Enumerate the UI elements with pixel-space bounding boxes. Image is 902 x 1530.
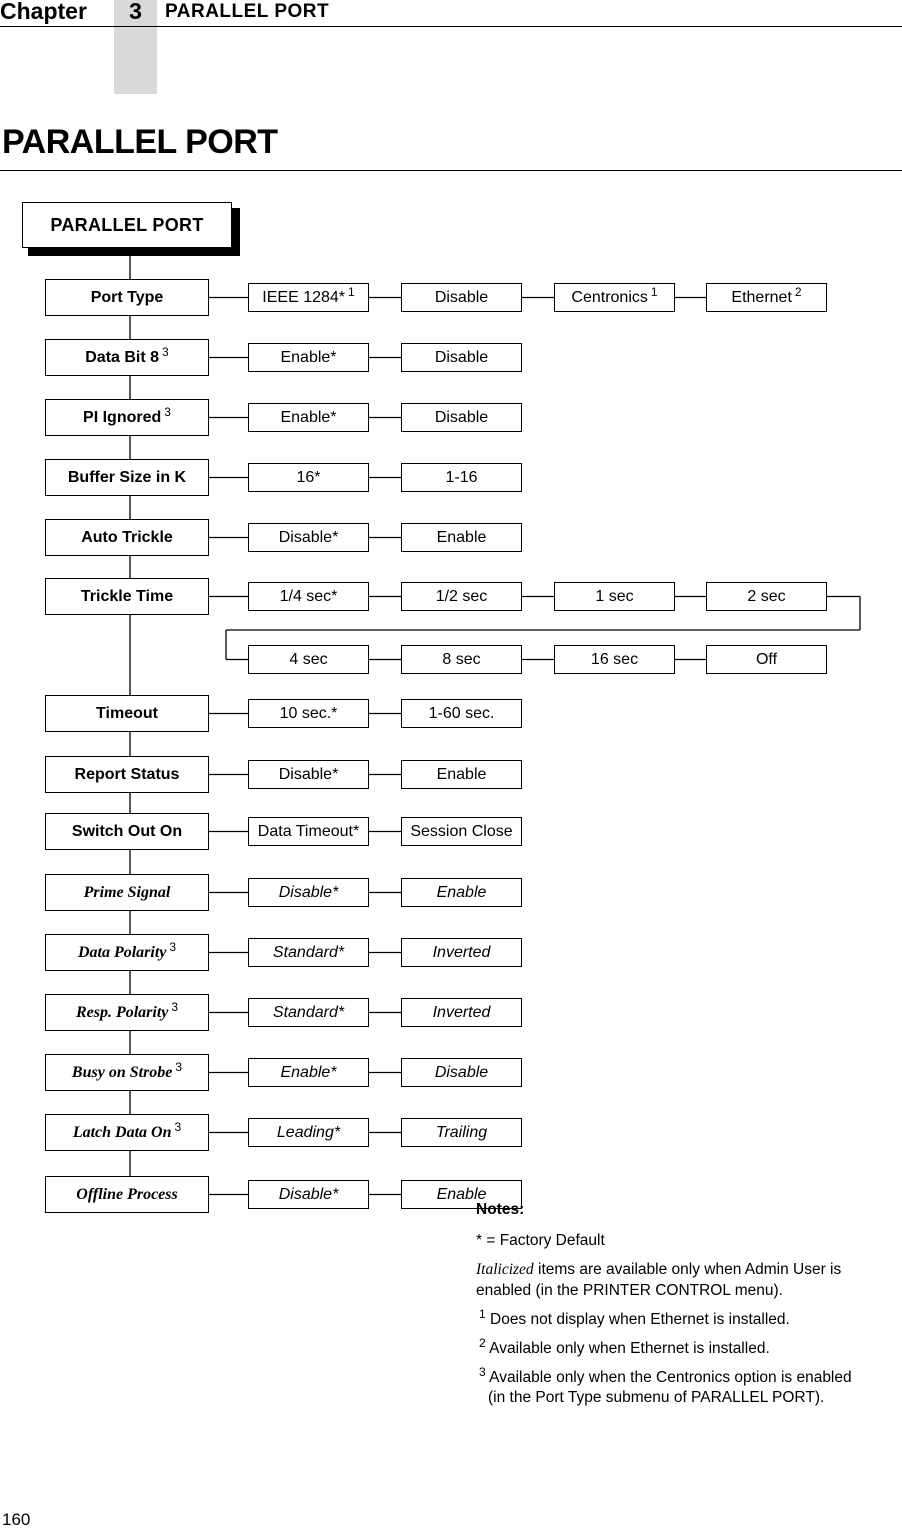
menu-item-trickle-time-label: Trickle Time bbox=[80, 587, 174, 605]
option-auto-trickle-disable-label: Disable* bbox=[278, 528, 339, 546]
menu-item-pi-ignored-footnote: 3 bbox=[164, 404, 171, 419]
option-busy-on-strobe-disable bbox=[401, 1058, 522, 1087]
footnote-1 bbox=[476, 1306, 896, 1331]
italic-word: Italicized bbox=[476, 1260, 534, 1278]
option-offline-process-disable bbox=[248, 1180, 369, 1209]
option-trickle-time-4-sec bbox=[248, 645, 369, 674]
footnote-3-continued: (in the Port Type submenu of PARALLEL PORT). bbox=[488, 1389, 825, 1407]
option-data-bit-8-disable bbox=[401, 343, 522, 372]
footnote-1-num: 1 bbox=[479, 1306, 486, 1321]
option-buffer-size-in-k-16 bbox=[248, 463, 369, 492]
option-latch-data-on-trailing-label: Trailing bbox=[435, 1123, 488, 1141]
menu-item-offline-process-label: Offline Process bbox=[76, 1185, 178, 1203]
option-port-type-centronics-footnote: 1 bbox=[650, 284, 658, 299]
menu-item-port-type bbox=[45, 279, 209, 316]
italic-note-text: items are available only when Admin User is enabled (in the PRINTER CONTROL menu). bbox=[476, 1260, 842, 1299]
option-prime-signal-enable-label: Enable bbox=[436, 883, 487, 901]
menu-item-data-polarity-footnote: 3 bbox=[169, 939, 177, 954]
menu-item-resp-polarity bbox=[45, 994, 209, 1031]
option-trickle-time-2-sec-label: 2 sec bbox=[747, 587, 786, 605]
footnote-2-text: Available only when Ethernet is installed. bbox=[489, 1339, 770, 1357]
menu-item-busy-on-strobe-label: Busy on Strobe bbox=[71, 1063, 173, 1081]
option-switch-out-on-session-close bbox=[401, 817, 522, 846]
option-trickle-time-16-sec-label: 16 sec bbox=[590, 650, 639, 668]
option-prime-signal-disable bbox=[248, 878, 369, 907]
section-title: PARALLEL PORT bbox=[165, 1, 330, 22]
option-port-type-ethernet bbox=[706, 283, 827, 312]
chapter-label: Chapter bbox=[0, 0, 87, 24]
menu-item-prime-signal bbox=[45, 874, 209, 911]
footnote-2 bbox=[476, 1335, 896, 1360]
option-trickle-time-8-sec-label: 8 sec bbox=[442, 650, 481, 668]
menu-item-latch-data-on-footnote: 3 bbox=[174, 1119, 182, 1134]
option-pi-ignored-enable bbox=[248, 403, 369, 432]
menu-item-busy-on-strobe-footnote: 3 bbox=[175, 1059, 183, 1074]
notes bbox=[476, 1200, 896, 1417]
option-port-type-disable-label: Disable bbox=[434, 288, 489, 306]
menu-item-data-bit-8-footnote: 3 bbox=[162, 344, 169, 359]
option-report-status-enable-label: Enable bbox=[436, 765, 487, 783]
option-data-polarity-inverted bbox=[401, 938, 522, 967]
menu-item-offline-process bbox=[45, 1176, 209, 1213]
option-timeout-1-60-sec bbox=[401, 699, 522, 728]
menu-item-data-polarity bbox=[45, 934, 209, 971]
note-factory-default: * = Factory Default bbox=[476, 1231, 605, 1249]
option-switch-out-on-session-close-label: Session Close bbox=[410, 822, 513, 840]
menu-item-switch-out-on bbox=[45, 813, 209, 850]
option-port-type-ieee-1284 bbox=[248, 283, 369, 312]
menu-item-data-bit-8-label: Data Bit 8 bbox=[85, 348, 160, 366]
option-data-polarity-standard-label: Standard* bbox=[272, 943, 345, 961]
option-offline-process-enable-label: Enable bbox=[436, 1185, 487, 1203]
option-pi-ignored-enable-label: Enable* bbox=[280, 408, 337, 426]
page-title: PARALLEL PORT bbox=[2, 123, 278, 161]
option-trickle-time-8-sec bbox=[401, 645, 522, 674]
menu-item-data-bit-8 bbox=[45, 339, 209, 376]
option-trickle-time-off-label: Off bbox=[755, 650, 778, 668]
menu-item-latch-data-on-label: Latch Data On bbox=[72, 1123, 172, 1141]
option-data-bit-8-disable-label: Disable bbox=[434, 348, 489, 366]
option-busy-on-strobe-enable-label: Enable* bbox=[280, 1063, 337, 1081]
option-trickle-time-2-sec bbox=[706, 582, 827, 611]
option-port-type-centronics-label: Centronics bbox=[571, 288, 648, 306]
page-number: 160 bbox=[2, 1510, 31, 1529]
option-switch-out-on-data-timeout-label: Data Timeout* bbox=[257, 822, 360, 840]
option-resp-polarity-inverted bbox=[401, 998, 522, 1027]
option-timeout-10-sec bbox=[248, 699, 369, 728]
option-resp-polarity-inverted-label: Inverted bbox=[432, 1003, 491, 1021]
option-report-status-disable-label: Disable* bbox=[278, 765, 339, 783]
option-prime-signal-enable bbox=[401, 878, 522, 907]
menu-item-resp-polarity-footnote: 3 bbox=[171, 999, 179, 1014]
option-data-bit-8-enable-label: Enable* bbox=[280, 348, 337, 366]
option-data-polarity-standard bbox=[248, 938, 369, 967]
option-buffer-size-in-k-1-16 bbox=[401, 463, 522, 492]
menu-item-busy-on-strobe bbox=[45, 1054, 209, 1091]
option-auto-trickle-enable-label: Enable bbox=[436, 528, 487, 546]
option-buffer-size-in-k-1-16-label: 1-16 bbox=[445, 468, 478, 486]
menu-item-pi-ignored bbox=[45, 399, 209, 436]
option-trickle-time-1-4-sec bbox=[248, 582, 369, 611]
option-data-polarity-inverted-label: Inverted bbox=[432, 943, 491, 961]
option-resp-polarity-standard bbox=[248, 998, 369, 1027]
option-port-type-disable bbox=[401, 283, 522, 312]
option-trickle-time-1-2-sec-label: 1/2 sec bbox=[435, 587, 488, 605]
option-latch-data-on-trailing bbox=[401, 1118, 522, 1147]
menu-item-report-status bbox=[45, 756, 209, 793]
option-switch-out-on-data-timeout bbox=[248, 817, 369, 846]
menu-item-buffer-size-in-k bbox=[45, 459, 209, 496]
footnote-3 bbox=[476, 1364, 896, 1410]
option-busy-on-strobe-enable bbox=[248, 1058, 369, 1087]
menu-item-pi-ignored-label: PI Ignored bbox=[83, 408, 162, 426]
root-menu-box: PARALLEL PORT bbox=[22, 202, 232, 248]
footnote-3-num: 3 bbox=[479, 1364, 486, 1379]
option-auto-trickle-disable bbox=[248, 523, 369, 552]
menu-item-report-status-label: Report Status bbox=[74, 765, 180, 783]
option-trickle-time-1-2-sec bbox=[401, 582, 522, 611]
option-offline-process-disable-label: Disable* bbox=[278, 1185, 339, 1203]
option-auto-trickle-enable bbox=[401, 523, 522, 552]
option-trickle-time-off bbox=[706, 645, 827, 674]
menu-item-latch-data-on bbox=[45, 1114, 209, 1151]
footnote-3-text: Available only when the Centronics option is enabled bbox=[489, 1368, 852, 1386]
note-italicized bbox=[476, 1260, 896, 1302]
menu-item-buffer-size-in-k-label: Buffer Size in K bbox=[67, 468, 187, 486]
option-pi-ignored-disable bbox=[401, 403, 522, 432]
notes-heading: Notes: bbox=[476, 1201, 525, 1218]
chapter-number: 3 bbox=[129, 0, 142, 24]
option-trickle-time-1-4-sec-label: 1/4 sec* bbox=[279, 587, 338, 605]
option-resp-polarity-standard-label: Standard* bbox=[272, 1003, 345, 1021]
option-port-type-ieee-1284-footnote: 1 bbox=[348, 284, 355, 299]
menu-item-switch-out-on-label: Switch Out On bbox=[71, 822, 183, 840]
option-latch-data-on-leading bbox=[248, 1118, 369, 1147]
option-pi-ignored-disable-label: Disable bbox=[434, 408, 489, 426]
option-timeout-10-sec-label: 10 sec.* bbox=[279, 704, 338, 722]
option-report-status-disable bbox=[248, 760, 369, 789]
option-busy-on-strobe-disable-label: Disable bbox=[434, 1063, 489, 1081]
menu-item-timeout bbox=[45, 695, 209, 732]
option-port-type-ethernet-footnote: 2 bbox=[794, 284, 802, 299]
option-port-type-ethernet-label: Ethernet bbox=[731, 288, 792, 306]
menu-item-auto-trickle bbox=[45, 519, 209, 556]
option-report-status-enable bbox=[401, 760, 522, 789]
menu-item-prime-signal-label: Prime Signal bbox=[83, 883, 171, 901]
option-latch-data-on-leading-label: Leading* bbox=[276, 1123, 341, 1141]
option-buffer-size-in-k-16-label: 16* bbox=[296, 468, 321, 486]
menu-item-timeout-label: Timeout bbox=[96, 704, 158, 722]
option-data-bit-8-enable bbox=[248, 343, 369, 372]
menu-item-data-polarity-label: Data Polarity bbox=[77, 943, 167, 961]
option-trickle-time-1-sec-label: 1 sec bbox=[595, 587, 634, 605]
footnote-2-num: 2 bbox=[479, 1335, 486, 1350]
option-port-type-centronics bbox=[554, 283, 675, 312]
option-trickle-time-1-sec bbox=[554, 582, 675, 611]
option-port-type-ieee-1284-label: IEEE 1284* bbox=[262, 288, 346, 306]
menu-item-auto-trickle-label: Auto Trickle bbox=[81, 528, 173, 546]
option-prime-signal-disable-label: Disable* bbox=[278, 883, 339, 901]
option-trickle-time-4-sec-label: 4 sec bbox=[289, 650, 328, 668]
option-timeout-1-60-sec-label: 1-60 sec. bbox=[428, 704, 495, 722]
menu-item-port-type-label: Port Type bbox=[90, 288, 164, 306]
menu-item-trickle-time bbox=[45, 578, 209, 615]
menu-item-resp-polarity-label: Resp. Polarity bbox=[75, 1003, 169, 1021]
footnote-1-text: Does not display when Ethernet is installed. bbox=[490, 1310, 790, 1328]
option-trickle-time-16-sec bbox=[554, 645, 675, 674]
